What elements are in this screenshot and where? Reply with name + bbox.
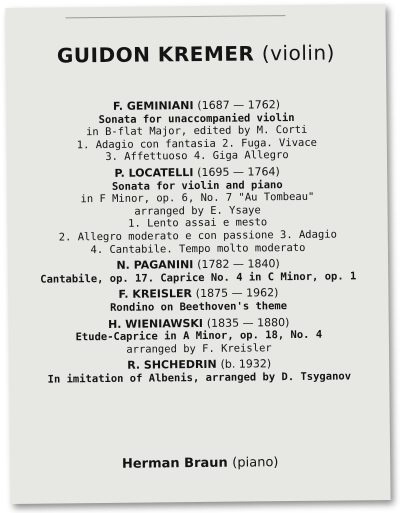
work-line: arranged by E. Ysaye <box>134 204 261 218</box>
work-line: in B-flat Major, edited by M. Corti <box>86 124 308 139</box>
work-title: Sonata for violin and piano <box>111 178 283 193</box>
program-card <box>5 4 390 504</box>
composer-dates: (1687 — 1762) <box>197 98 281 112</box>
soloist-instrument: (violin) <box>261 40 335 66</box>
composer-name: F. GEMINIANI <box>112 99 194 113</box>
work-title: Cantabile, op. 17. Caprice No. 4 in C Minor, op. 1 <box>40 270 357 286</box>
composer-dates: (1835 — 1880) <box>206 315 290 330</box>
work-title: Etude-Caprice in A Minor, op. 18, No. 4 <box>75 328 323 344</box>
program-section <box>8 257 388 286</box>
program-section <box>8 286 388 315</box>
work-line: 4. Cantabile. Tempo molto moderato <box>90 241 306 256</box>
work-title: In imitation of Albenis, arranged by D. Tsyganov <box>47 370 352 386</box>
accompanist-instrument: (piano) <box>232 455 279 471</box>
program-list <box>6 98 389 390</box>
work-line: arranged by F. Kreisler <box>126 341 272 356</box>
soloist-name: GUIDON KREMER <box>56 41 255 68</box>
top-rule <box>66 15 286 18</box>
page-title <box>6 40 386 68</box>
accompanist-name: Herman Braun <box>121 455 228 472</box>
composer-dates: (1695 — 1764) <box>197 165 280 179</box>
composer-dates: (1875 — 1962) <box>195 286 279 301</box>
program-section <box>9 316 389 358</box>
composer-name: H. WIENIAWSKI <box>107 316 204 331</box>
composer-name: N. PAGANINI <box>116 258 194 272</box>
work-line: 1. Lento assai e mesto <box>128 216 268 231</box>
composer-dates: (1782 — 1840) <box>197 257 280 272</box>
work-title: Sonata for unaccompanied violin <box>98 111 295 126</box>
program-section <box>7 165 388 257</box>
work-line: in F Minor, op. 6, No. 7 "Au Tombeau" <box>80 190 315 206</box>
work-title: Rondino on Beethoven's theme <box>109 299 288 314</box>
composer-dates: (b. 1932) <box>220 357 272 372</box>
composer-name: F. KREISLER <box>118 287 192 302</box>
program-section <box>9 357 389 386</box>
composer-name: P. LOCATELLI <box>114 166 194 180</box>
composer-name: R. SHCHEDRIN <box>127 358 217 373</box>
work-line: 2. Allegro moderato e con passione 3. Adagio <box>58 228 337 244</box>
work-line: 3. Affettuoso 4. Giga Allegro <box>105 149 289 164</box>
accompanist <box>10 454 390 473</box>
work-line: 1. Adagio con fantasia 2. Fuga. Vivace <box>76 136 318 152</box>
program-section <box>6 98 387 165</box>
